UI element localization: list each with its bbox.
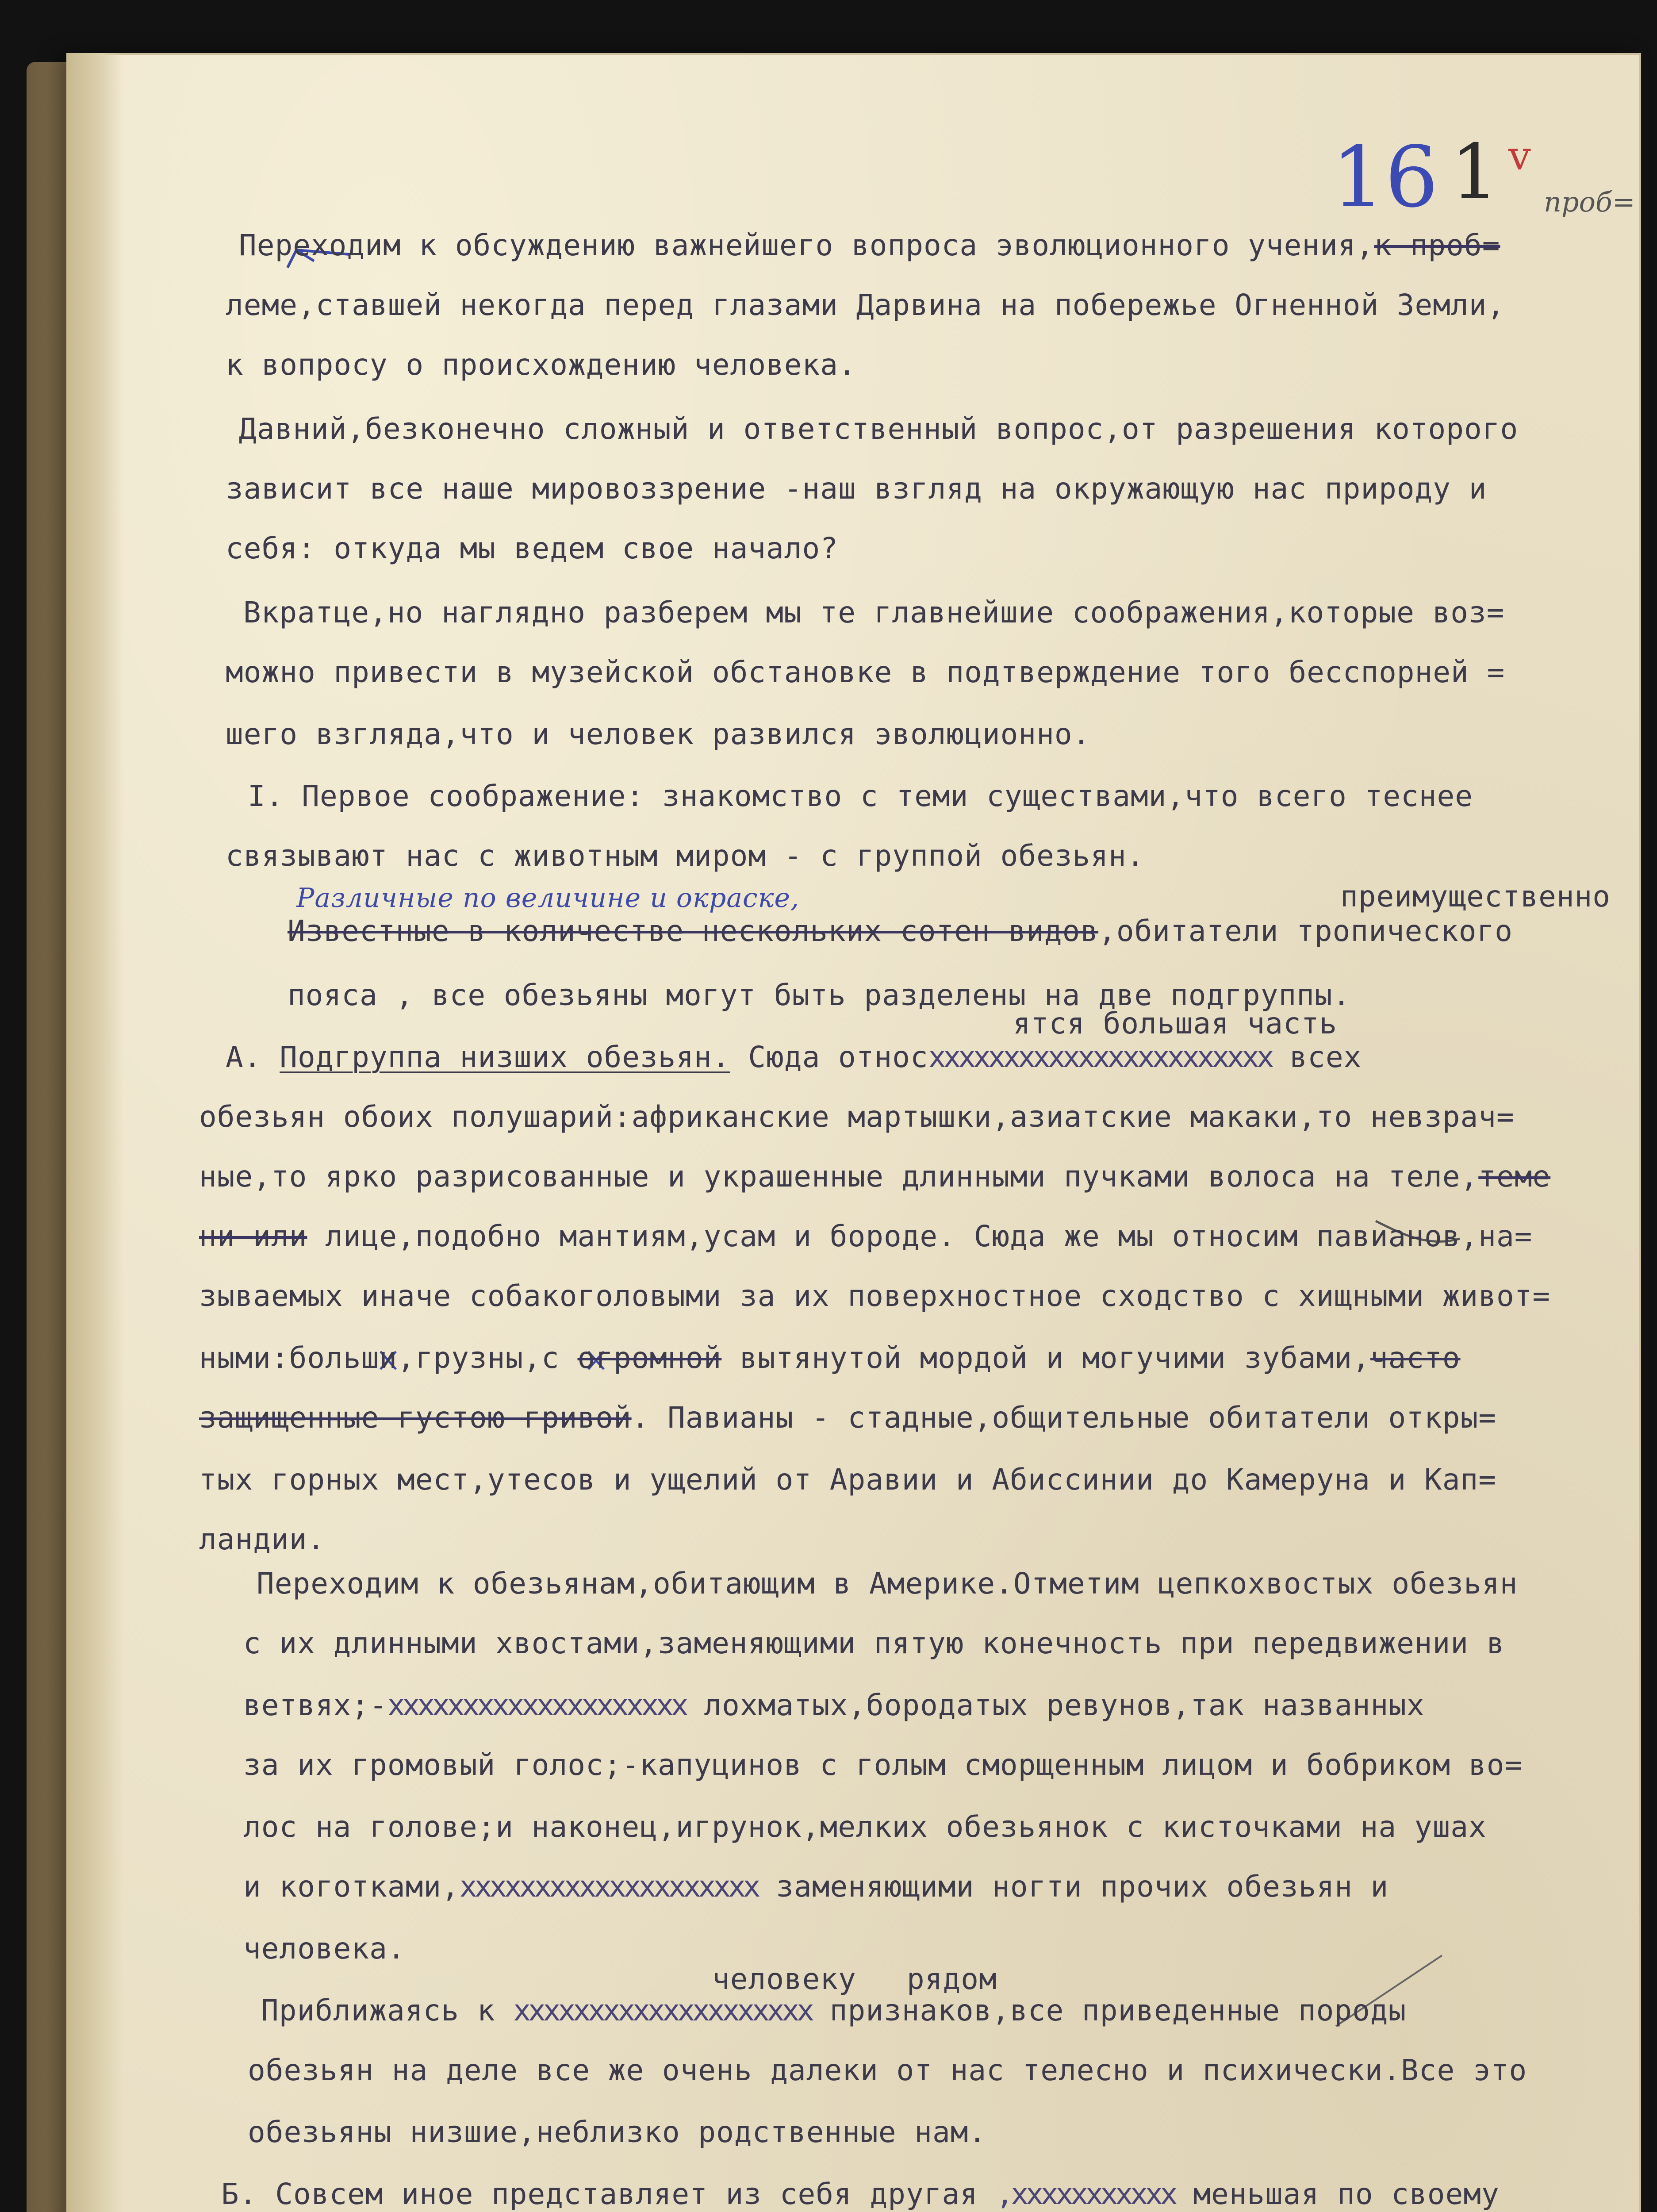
text-line (199, 1400, 1496, 1436)
text-line (248, 2053, 1527, 2088)
line-text: Вкратце,но наглядно разберем мы те главнейшие соображения,которые воз= (243, 595, 1505, 630)
overtyped-text: ххххххххххххххххххххххх (928, 1040, 1272, 1074)
section-label: Б. (221, 2177, 257, 2211)
text-line (221, 2177, 1500, 2212)
line-text: связывают нас с животным миром - с группой обезьян. (226, 839, 1145, 873)
text-line (226, 655, 1505, 690)
text-line (243, 1747, 1523, 1783)
line-text: ландии. (199, 1522, 326, 1556)
line-text: ,грузны (397, 1341, 524, 1375)
struck-text: огромной (577, 1341, 722, 1375)
line-text: признаков,все приведенные породы (812, 1993, 1407, 2028)
line-text: Совсем иное представляет из себя другая (275, 2177, 996, 2211)
text-line (199, 1099, 1515, 1135)
line-text: можно привести в музейской обстановке в подтверждение того бесспорней = (226, 655, 1505, 689)
struck-text: к проб= (1374, 228, 1500, 262)
text-line (226, 717, 1090, 752)
folio-mark: 1 (1451, 128, 1499, 216)
text-line (226, 531, 838, 566)
line-text: Давний,безконечно сложный и ответственный вопрос,от разрешения которого (239, 412, 1519, 446)
line-text: лос на голове;и наконец,игрунок,мелких обезьянок с кисточками на ушах (243, 1810, 1487, 1844)
section-heading: Подгруппа низших обезьян. (280, 1040, 730, 1074)
line-text: ветвях;- (243, 1688, 387, 1722)
text-line (243, 595, 1504, 630)
line-text: Сюда относ (748, 1040, 928, 1074)
typed-insert-nearby: рядом (907, 1962, 997, 1996)
overtyped-text: хххххххххххххххххххх (387, 1688, 686, 1722)
text-line (243, 1688, 1425, 1723)
line-text: тых горных мест,утесов и ущелий от Аравии и Абиссинии до Камеруна и Кап= (199, 1463, 1496, 1497)
section-label: А. (226, 1040, 262, 1074)
line-text: с их длинными хвостами,заменяющими пятую конечность при передвижении в (243, 1626, 1505, 1660)
typed-text (66, 53, 1641, 2212)
typed-page (66, 53, 1641, 2212)
line-text: зависит все наше мировоззрение -наш взгляд на окружающую нас природу и (226, 472, 1487, 506)
text-line (226, 838, 1145, 874)
line-text: обезьяны низшие,неблизко родственные нам. (248, 2115, 987, 2149)
line-text: лохматых,бородатых ревунов,так названных (686, 1688, 1425, 1722)
struck-text: часто (1370, 1341, 1461, 1375)
text-line (261, 1993, 1406, 2028)
line-text: Приближаясь к (261, 1993, 514, 2028)
text-line (199, 1340, 1461, 1376)
line-text: вытянутой мордой и могучими зубами, (721, 1341, 1370, 1375)
line-text: лице,подобно мантиям,усам и бороде. Сюда же мы относим павианов,на= (307, 1219, 1533, 1253)
text-line (243, 1626, 1504, 1661)
line-text: шего взгляда,что и человек развился эволюционно. (226, 717, 1091, 751)
line-text: Переходим к обезьянам,обитающим в Америке.Отметим цепкохвостых обезьян (257, 1567, 1518, 1601)
text-line (226, 347, 856, 383)
text-line (243, 1869, 1389, 1905)
line-text: ,ставшей некогда перед глазами Дарвина на побережье Огненной Земли, (297, 288, 1505, 322)
line-text: заменяющими ногти прочих обезьян и (758, 1870, 1389, 1904)
line-text: обезьян обоих полушарий:африканские мартышки,азиатские макаки,то невзрач= (199, 1100, 1515, 1134)
text-line (257, 1566, 1518, 1601)
text-line (288, 914, 1513, 949)
handwritten-insert: Различные по величине и окраске, (296, 883, 800, 914)
struck-text: ни или (199, 1219, 307, 1253)
line-text: и коготками, (243, 1870, 460, 1904)
line-text: ные,то ярко разрисованные и украшенные длинными пучками волоса на теле, (199, 1160, 1479, 1194)
text-line (226, 288, 1505, 323)
text-line (199, 1159, 1550, 1194)
line-text: . Павианы - стадные,общительные обитатели откры= (631, 1401, 1496, 1435)
text-line (248, 779, 1473, 814)
text-line (199, 1522, 325, 1557)
text-line (243, 1809, 1487, 1845)
line-text: за их громовый голос;-капуцинов с голым сморщенным лицом и бобриком во= (243, 1748, 1523, 1782)
text-line (199, 1462, 1496, 1498)
line-text: Переходим к обсуждению важнейшего вопроса эволюционного учения, (239, 228, 1374, 262)
typed-insert-mostly: преимущественно (1340, 879, 1611, 914)
line-text: меньшая по своему (1175, 2177, 1500, 2211)
margin-note-top-right: проб= (1544, 186, 1635, 218)
line-text: к вопросу о происхождению человека. (226, 348, 856, 382)
text-line (239, 228, 1500, 263)
overtyped-text: хххххххххххххххххххх (513, 1993, 812, 2028)
line-text: ными:больши (199, 1341, 398, 1375)
overtyped-text: ,ххххххххххх (996, 2177, 1175, 2211)
typed-insert-majority: ятся большая часть (1013, 1006, 1338, 1041)
line-text: ,с (523, 1341, 578, 1375)
checkmark: v (1508, 133, 1531, 179)
line-text: пояса , все обезьяны могут быть разделены на две подгруппы. (288, 978, 1351, 1012)
line-text: человека. (243, 1932, 406, 1966)
text-line (199, 1279, 1550, 1314)
overtyped-text: хххххххххххххххххххх (459, 1870, 758, 1904)
line-text: обезьян на деле все же очень далеки от нас телесно и психически.Все это (248, 2053, 1527, 2087)
text-line (226, 1040, 1362, 1075)
folio-number: 16 (1331, 128, 1438, 226)
line-text: ,обитатели тропического (1098, 914, 1513, 948)
text-line (226, 471, 1487, 507)
text-line (199, 1219, 1532, 1254)
text-line (248, 2115, 986, 2150)
line-text: леме (226, 288, 298, 322)
text-line (239, 411, 1518, 447)
text-line (243, 1931, 406, 1966)
line-text: всех (1289, 1040, 1362, 1074)
typed-insert-to-human: человеку (712, 1962, 856, 1996)
struck-text: Известные в количестве нескольких сотен видов (288, 914, 1099, 948)
line-text: I. Первое соображение: знакомство с теми существами,что всего теснее (248, 779, 1473, 813)
struck-text: теме (1478, 1160, 1551, 1194)
line-text: зываемых иначе собакоголовыми за их поверхностное сходство с хищными живот= (199, 1279, 1551, 1313)
line-text: себя: откуда мы ведем свое начало? (226, 531, 839, 565)
struck-text: защищенные густою гривой (199, 1401, 632, 1435)
